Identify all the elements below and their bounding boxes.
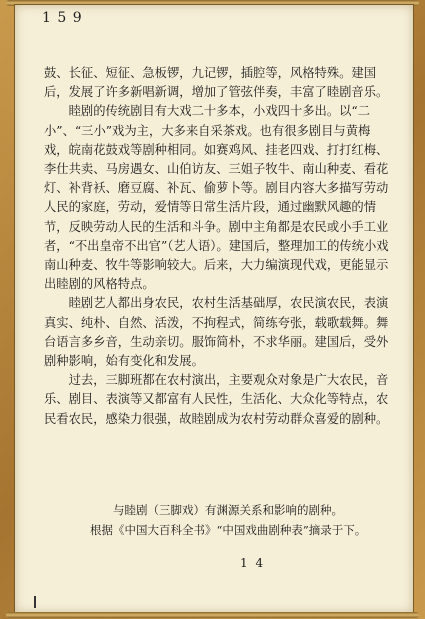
top-page-number: 1 5 9	[42, 10, 83, 26]
footnote-line-1: 与睦剧（三脚戏）有渊源关系和影响的剧种。	[113, 503, 343, 517]
bottom-roller	[6, 612, 419, 618]
paragraph-4: 过去，三脚班都在农村演出，主要观众对象是广大农民，音乐、剧目、表演等又都富有人民性，生活化、大众化等特点，农民看农民，感染力很强，故睦剧成为农村劳动群众喜爱的剧种。	[44, 373, 389, 426]
paragraph-2: 睦剧的传统剧目有大戏二十多本，小戏四十多出。以“二小”、“三小”戏为主，大多来自采茶戏。也有很多剧目与黄梅戏，皖南花鼓戏等剧种相同。如赛鸡风、挂老四戏、打打红梅、李仕共卖、马房遇女、山伯访友、三姐子牧牛、南山种麦、看花灯、补背袄、磨豆腐、补瓦、偷萝卜等。剧目内容大多描写劳动人民的家庭，劳动，爱情等日常生活片段，通过幽默风趣的情节，反映劳动人民的生活和斗争。剧中主角都是农民或小手工业者，“不出皇帝不出官”（艺人语）。建国后，整理加工的传统小戏南山种麦、牧牛等影响较大。后来，大力编演现代戏，更能显示出睦剧的风格特点。	[44, 104, 389, 292]
paragraph-3: 睦剧艺人都出身农民，农村生活基础厚，农民演农民，表演真实、纯朴、自然、活泼，不拘程式，简练夸张，载歌载舞。舞台语言多乡音，生动亲切。服饰简朴，不求华丽。建国后，受外剧种影响，始有变化和发展。	[44, 296, 389, 369]
bottom-page-number: 1 4	[240, 556, 266, 570]
footnote-line-2: 根据《中国大百科全书》“中国戏曲剧种表”摘录于下。	[90, 523, 367, 537]
paragraph-1: 鼓、长征、短征、急板锣，九记锣，插腔等，风格特殊。建国后，发展了许多新唱新调，增加了管弦伴奏，丰富了睦剧音乐。	[44, 66, 389, 100]
margin-mark	[34, 596, 36, 608]
footnote	[90, 500, 390, 540]
body-text	[44, 64, 392, 429]
